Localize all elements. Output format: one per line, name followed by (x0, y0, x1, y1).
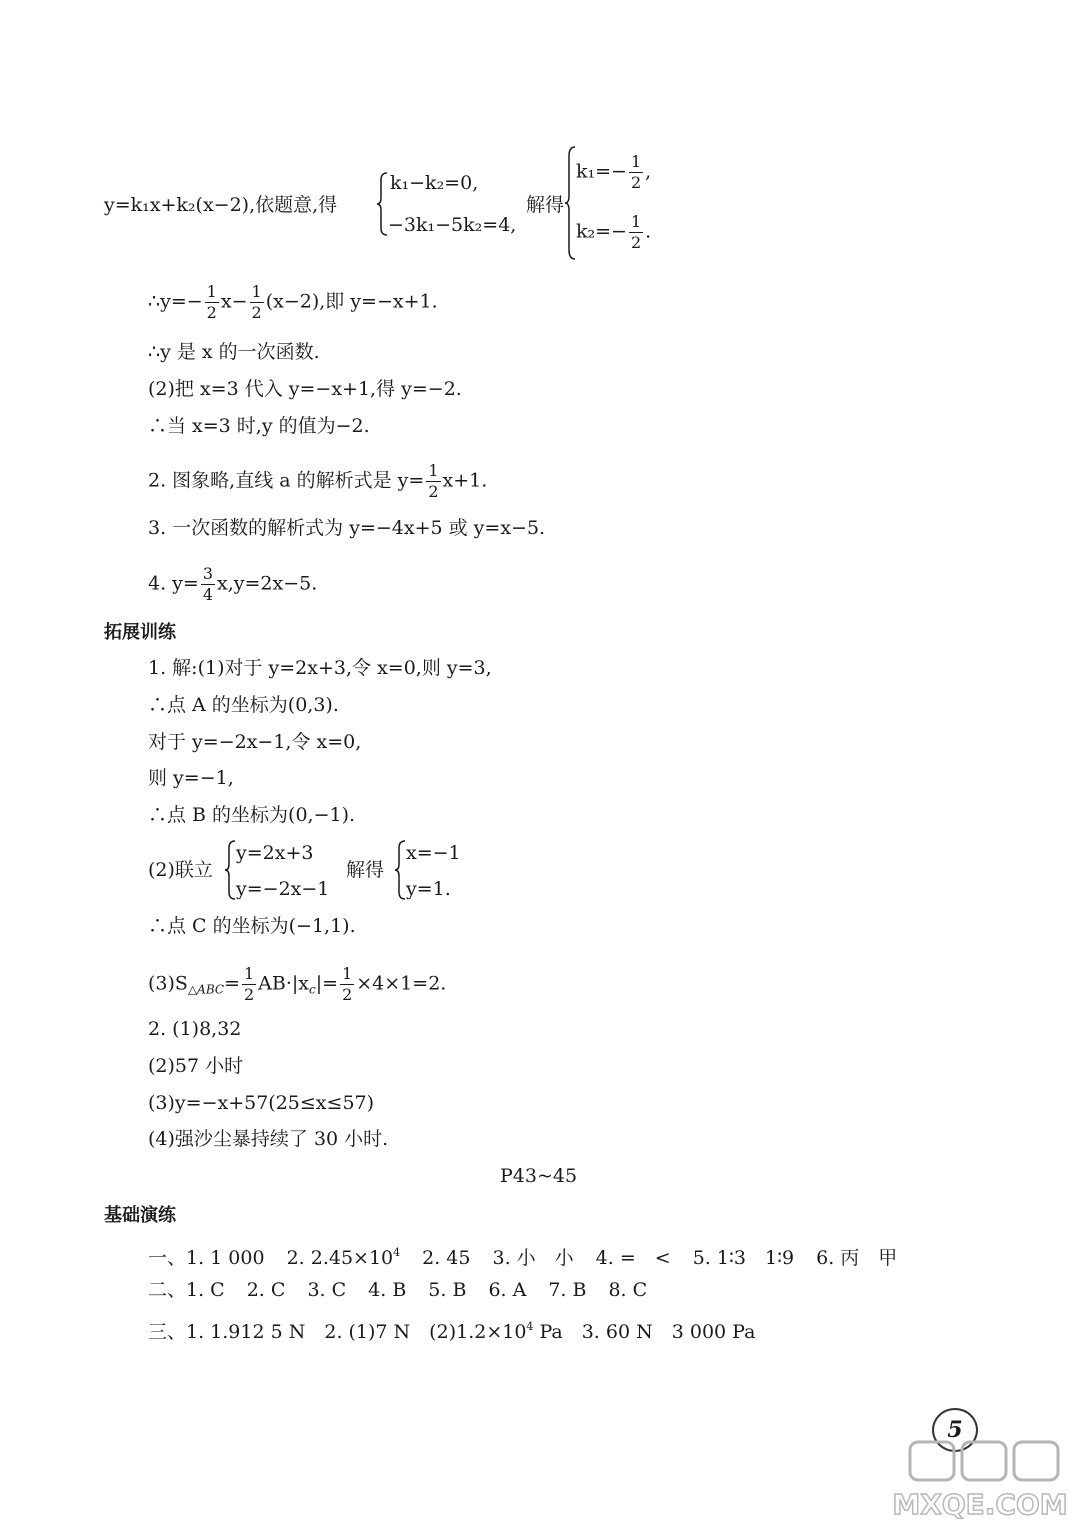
system-row-1: y=2x+3 (236, 842, 314, 864)
text-line: ∴当 x=3 时,y 的值为−2. (148, 415, 370, 437)
text-line: 对于 y=−2x−1,令 x=0, (148, 731, 362, 753)
eq-line-system (104, 192, 337, 218)
solution-row-2: y=1. (406, 878, 451, 900)
problem-2-answer: 2. 图象略,直线 a 的解析式是 y= $\frac{1}{2}$ x+1. (148, 461, 488, 501)
problem-3-answer: 3. 一次函数的解析式为 y=−4x+5 或 y=x−5. (148, 517, 546, 539)
eq-prefix: y=k₁x+k₂(x−2),依题意,得 (104, 194, 338, 216)
fraction: $\frac{3}{4}$ (202, 564, 214, 604)
page-range-label: P43~45 (500, 1165, 578, 1187)
system-row-2: −3k₁−5k₂=4, (388, 214, 517, 236)
section-heading-basic: 基础演练 (104, 1205, 176, 1226)
text-line: (3)y=−x+57(25≤x≤57) (148, 1092, 375, 1114)
solve-label: 解得 (526, 194, 565, 216)
text-line: (2)联立 (148, 859, 213, 881)
text-line: (2)57 小时 (148, 1055, 244, 1077)
fraction: $\frac{1}{2}$ (243, 964, 255, 1004)
left-brace-icon (394, 840, 406, 900)
fraction: $\frac{1}{2}$ (428, 461, 439, 501)
fraction: $\frac{1}{2}$ (630, 212, 642, 252)
text-line: ∴点 C 的坐标为(−1,1). (148, 915, 356, 937)
solution-row-1: x=−1 (406, 842, 461, 864)
eq-line-therefore: ∴y=− $\frac{1}{2}$ x− $\frac{1}{2}$ (x−2),即 y=−x+1. (148, 282, 438, 322)
text-line: ∴点 A 的坐标为(0,3). (148, 694, 339, 716)
section-heading-extend: 拓展训练 (104, 622, 176, 643)
solution-row-2: k₂=− $\frac{1}{2}$ . (576, 212, 652, 252)
fraction: $\frac{1}{2}$ (342, 964, 353, 1004)
fraction: $\frac{1}{2}$ (206, 282, 217, 322)
answer-row-2: 二、1. C 2. C 3. C 4. B 5. B 6. A 7. B 8. C (148, 1279, 648, 1301)
answer-row-3: 三、1. 1.912 5 N 2. (1)7 N $(2)1.2\times 10^4$ Pa 3. 60 N 3 000 Pa (148, 1320, 756, 1343)
area-formula: $(3)S_{\triangle ABC}=$ $\frac{1}{2}$ $AB\cdot|x_c|=$ $\frac{1}{2}$ ×4×1=2. (148, 964, 447, 1004)
watermark-logo-icon (880, 1430, 1080, 1527)
problem-4-answer: 4. y= $\frac{3}{4}$ x,y=2x−5. (148, 564, 318, 604)
text-line: 则 y=−1, (148, 767, 234, 789)
left-brace-icon (376, 172, 388, 236)
fraction: $\frac{1}{2}$ (251, 282, 262, 322)
system-row-2: y=−2x−1 (236, 878, 330, 900)
fraction: $\frac{1}{2}$ (630, 152, 642, 192)
text-line: 2. (1)8,32 (148, 1018, 242, 1040)
system-row-1: k₁−k₂=0, (390, 172, 479, 194)
solve-label: 解得 (346, 859, 385, 881)
solution-row-1: k₁=− $\frac{1}{2}$ , (576, 152, 652, 192)
text-line: (2)把 x=3 代入 y=−x+1,得 y=−2. (148, 378, 462, 400)
svg-text:MXQE.COM: MXQE.COM (892, 1488, 1068, 1521)
text-line: 1. 解:(1)对于 y=2x+3,令 x=0,则 y=3, (148, 657, 492, 679)
text-line: (4)强沙尘暴持续了 30 小时. (148, 1128, 389, 1150)
left-brace-icon (564, 146, 576, 260)
answer-row-1: 一、1. 1 000 2. $2.45\times 10^4$ 2. 45 3. 小 小 4. = < 5. 1∶3 1∶9 6. 丙 甲 (148, 1246, 898, 1269)
text-line: ∴点 B 的坐标为(0,−1). (148, 804, 356, 826)
page-number-badge: 5 (932, 1408, 978, 1452)
left-brace-icon (224, 840, 236, 900)
text-line: ∴y 是 x 的一次函数. (148, 341, 320, 363)
